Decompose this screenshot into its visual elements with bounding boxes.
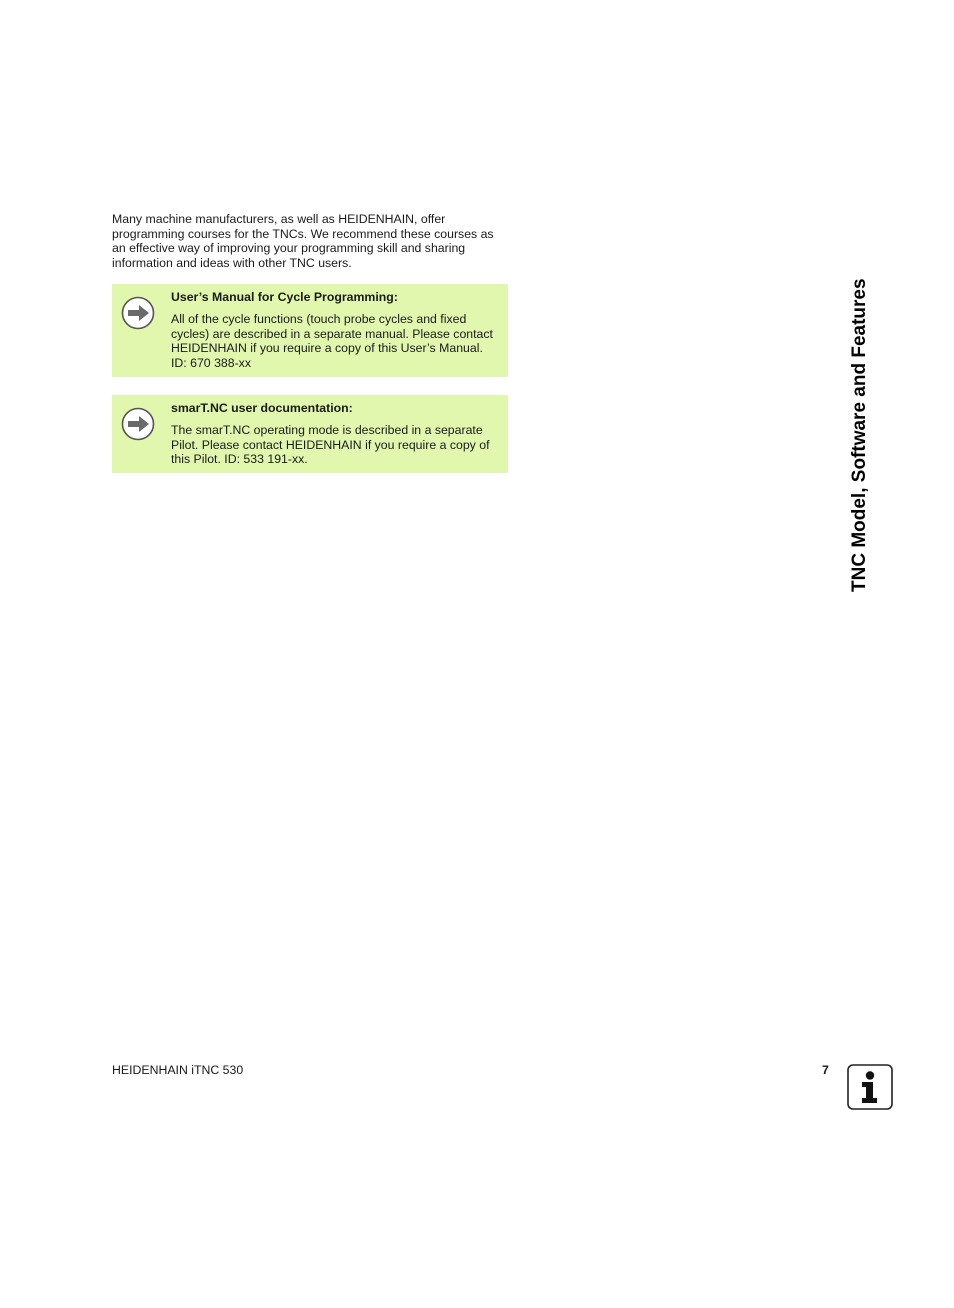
note-line: The smarT.NC operating mode is described in a separate bbox=[171, 423, 483, 437]
note-smartnc-documentation bbox=[112, 395, 508, 473]
intro-line: an effective way of improving your programming skill and sharing bbox=[112, 241, 466, 256]
intro-paragraph bbox=[112, 212, 508, 270]
arrow-right-icon bbox=[121, 296, 155, 330]
note-line: ID: 670 388-xx bbox=[171, 355, 251, 370]
info-icon bbox=[847, 1064, 893, 1110]
note-line: All of the cycle functions (touch probe cycles and fixed bbox=[171, 312, 467, 326]
note-cycle-programming-manual bbox=[112, 284, 508, 377]
note-title: User’s Manual for Cycle Programming: bbox=[171, 290, 398, 304]
note-body bbox=[171, 423, 505, 467]
chapter-side-title: TNC Model, Software and Features bbox=[849, 278, 870, 592]
footer-product-name: HEIDENHAIN iTNC 530 bbox=[112, 1063, 244, 1077]
page-number: 7 bbox=[822, 1063, 829, 1077]
note-line: HEIDENHAIN if you require a copy of this User’s Manual. bbox=[171, 341, 483, 356]
arrow-right-icon bbox=[121, 407, 155, 441]
intro-line: Many machine manufacturers, as well as HEIDENHAIN, offer bbox=[112, 212, 446, 226]
note-title: smarT.NC user documentation: bbox=[171, 401, 353, 415]
note-line: this Pilot. ID: 533 191-xx. bbox=[171, 452, 308, 467]
note-body bbox=[171, 312, 505, 370]
note-line: Pilot. Please contact HEIDENHAIN if you require a copy of bbox=[171, 437, 490, 452]
intro-line: programming courses for the TNCs. We recommend these courses as bbox=[112, 226, 494, 241]
intro-line: information and ideas with other TNC users. bbox=[112, 255, 352, 270]
note-line: cycles) are described in a separate manual. Please contact bbox=[171, 326, 493, 341]
